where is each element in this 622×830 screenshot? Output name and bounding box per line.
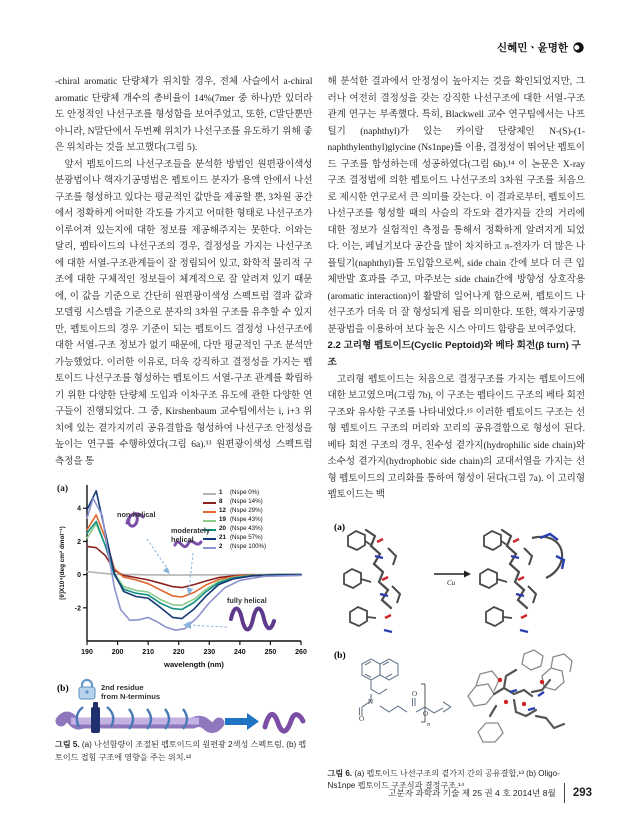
right-arrow-icon: [225, 713, 259, 730]
lock-note-line1: 2nd residue: [101, 683, 144, 693]
body-paragraph: 해 분석한 결과에서 안정성이 높아지는 것을 확인되었지만, 그러나 여전히 결정성을 갖는 강직한 나선구조에 대한 서열-구조 관계 연구는 부족했다. 특히, Blackwell 교수 연구팀에서는 나프틸기 (naphthyl)가 있는 카이랄 단량체인 N-(S)-(1-naphthylenthyl)glycine (Ns1npe)를 이용, 결정성이 뛰어난 펩토이드 구조를 합성하는데 성공하였다(그림 6b).¹⁴ 이 논문은 X-ray 구조 결정법에 의한 펩토이드 나선구조의 3차원 구조를 처음으로 제시한 연구로서 큰 의미를 갖는다. 이 결과로부터, 펩토이드 나선구조를 형성할 때의 사슬의 각도와 곁가지들 간의 거리에 대한 정보가 실험적인 측정을 통해서 정확하게 알려지게 되었다. 이는, 페닐기보다 공간을 많이 차지하고 π-전자가 더 많은 나플틸기(naphthyl)를 도입함으로써, side chain 간에 보다 더 큰 입체반발 효과를 주고, 마주보는 side chain간에 방향성 상호작용 (aromatic interaction)이 활발히 일어나게 함으로써, 펩토이드 나선구조가 더욱 더 잘 형성되게 됨을 의미한다. 또한, 핵자기공명 분광법을 이용하여 보다 높은 시스 아미드 함량을 보여주었다.: [327, 77, 585, 335]
svg-text:n: n: [426, 720, 430, 728]
page-header: [497, 40, 584, 55]
figure-5a-chart-wrap: [55, 479, 313, 675]
legend-entry: 12 (Nspe 29%): [203, 507, 266, 516]
svg-text:wavelength (nm): wavelength (nm): [164, 660, 224, 670]
svg-text:-2: -2: [74, 605, 81, 613]
figure-6: [328, 516, 586, 792]
legend-entry: 19 (Nspe 43%): [203, 516, 266, 525]
legend-entry: 8 (Nspe 14%): [203, 498, 266, 507]
atom-label-O: O: [411, 689, 417, 698]
annotation-non-helical: non-helical: [117, 510, 156, 520]
figure-5-caption: [55, 739, 313, 763]
legend-entry: 21 (Nspe 57%): [203, 534, 266, 543]
atom-label-N: N: [367, 697, 373, 706]
author-names: 신혜민ㆍ윤명한: [496, 42, 568, 54]
right-column: [328, 74, 586, 792]
reaction-arrow-label: Cu: [446, 578, 455, 587]
figure-5b-wrap: [55, 677, 313, 739]
svg-text:260: 260: [295, 649, 307, 657]
macrocyclized-peptoid-structure: [480, 530, 564, 632]
figure-5a-label: (a): [57, 484, 69, 495]
figure-5-caption-label: 그림 5.: [55, 740, 80, 750]
legend-swatch: [203, 520, 216, 522]
lock-icon: [79, 680, 95, 699]
figure-6b-structures: [328, 646, 584, 762]
atom-label-O: O: [358, 714, 364, 723]
body-paragraph: -chiral aromatic 단량체가 위치할 경우, 전체 사슬에서 a-chiral aromatic 단량체 개수의 총비율이 14%(7mer 중 하나)만 있더라도 안정적인 나선구조를 형성함을 보여주었고, 또한, C말단뿐만 아니라, N말단에서 두번째 위치가 나선구조를 유도하기 위해 좋은 위치라는 것을 보고했다(그림 5).: [55, 77, 313, 154]
cd-spectra-chart: [55, 479, 311, 675]
svg-text:4: 4: [77, 506, 81, 514]
legend-entry: 20 (Nspe 43%): [203, 525, 266, 534]
figure-5-caption-text: (a) 나선함량이 조절된 펩토이드의 원편광 2색성 스펙트럼, (b) 펩토이드 접힘 구조에 영향을 주는 위치.¹²: [55, 740, 307, 762]
chart-legend: [203, 489, 266, 552]
legend-swatch: [203, 493, 216, 495]
svg-text:240: 240: [234, 649, 246, 657]
journal-info: 고분자 과학과 기술 제 25 권 4 호 2014년 8월: [388, 788, 556, 798]
figure-6-caption-label: 그림 6.: [327, 768, 353, 778]
figure-6a-structures: [328, 516, 584, 642]
figure-6a-label: (a): [333, 522, 345, 533]
crystal-structure: [468, 650, 572, 742]
page-footer: [388, 783, 592, 803]
svg-text:250: 250: [264, 649, 277, 657]
svg-text:190: 190: [81, 649, 93, 657]
legend-swatch: [203, 547, 216, 549]
figure-5b-label: (b): [57, 684, 69, 695]
page-number: 293: [572, 787, 592, 799]
svg-text:2: 2: [77, 539, 81, 547]
footer-divider: [564, 783, 565, 803]
reaction-arrow: [434, 570, 471, 587]
figure-6-caption-text: (a) 펩토이드 나선구조의 곁가지 간의 공유결합,¹³ (b) Oligo-Ns1npe 펩토이드 구조식과 결정구조.¹⁴: [327, 768, 560, 790]
ns1npe-chemical-structure: [359, 659, 451, 716]
legend-swatch: [203, 511, 216, 513]
body-paragraph: 고리형 펩토이드는 처음으로 결정구조를 가지는 펩토이드에 대한 보고였으며(그림 7b), 이 구조는 펩타이드 구조의 베타 회전구조와 유사한 구조를 나타내었다.¹⁵ 이러한 펩토이드 구조는 선형 펩토이드 구조의 머리와 꼬리의 공유결합으로 형성이 된다. 베타 회전 구조의 경우, 친수성 곁가지(hydrophilic side chain)와 소수성 곁가지(hydrophobic side chain)의 교대서열을 가지는 선형 펩토이드의 고리화를 통하여 형성이 된다(그림 7a). 이 고리형 펩토이드는 백: [327, 374, 585, 501]
svg-text:0: 0: [77, 572, 81, 580]
left-column: [55, 74, 313, 792]
atom-label-O: O: [422, 709, 428, 718]
legend-swatch: [203, 502, 216, 504]
svg-text:230: 230: [203, 649, 216, 657]
body-paragraph: 앞서 펩토이드의 나선구조들을 분석한 방법인 원편광이색성 분광법이나 핵자기공명법은 펩토이드 분자가 용액 안에서 나선구조를 형성하고 있다는 평균적인 값만을 제공할 뿐, 3차원 공간에서 정확하게 어떠한 각도를 가지고 어떠한 형태로 나선구조가 이루어져 있는지에 대한 정보를 제공해주지는 못한다. 이와는 달리, 펩타이드의 나선구조의 경우, 결정성을 가지는 나선구조에 대한 서열-구조관계들이 잘 정립되어 있고, 화학적 물리적 구조에 대한 구체적인 정보들이 체계적으로 잘 알려져 있기 때문에, 이 값을 기준으로 간단히 원편광이색성 스펙트럼 결과 값과 모델링 시스템을 기준으로 분자의 3차원 구조를 유추할 수 있지만, 펩토이드의 경우 기준이 되는 펩토이드 결정성 나선구조에 대한 서열-구조 정보가 없기 때문에, 다만 평균적인 구조 분석만 가능했었다. 이러한 이유로, 더욱 강직하고 결정성을 가지는 펩토이드 나선구조를 형성하는 펩토이드 서열-구조 관계를 확립하기 위한 다양한 단량체 도입과 이차구조 유도에 관한 다양한 연구들이 진행되었다. 그 중, Kirshenbaum 교수팀에서는 i, i+3 위치에 있는 곁가지끼리 공유결합을 형성하여 나선구조 안정성을 높이는 연구를 수행하였다(그림 6a).¹³ 원편광이색성 스펙트럼 측정을 통: [55, 159, 313, 467]
svg-text:220: 220: [172, 649, 185, 657]
repeat-bracket: [421, 684, 430, 728]
svg-text:210: 210: [142, 649, 154, 657]
lock-note-line2: from N-terminus: [101, 692, 161, 702]
legend-entry: 1 (Nspe 0%): [203, 489, 266, 498]
figure-5b-diagram: [55, 677, 311, 739]
helix-squiggle: [265, 715, 303, 732]
annotation-fully-helical: fully helical: [227, 596, 267, 606]
two-column-body: [55, 74, 585, 792]
legend-entry: 2 (Nspe 100%): [203, 543, 266, 552]
svg-text:[θ]X10⁴(deg cm² dmol⁻¹): [θ]X10⁴(deg cm² dmol⁻¹): [59, 526, 66, 601]
figure-5: [55, 479, 313, 763]
svg-text:200: 200: [111, 649, 124, 657]
figure-6b-label: (b): [333, 650, 346, 661]
section-heading-2-2: 2.2 고리형 펩토이드(Cyclic Peptoid)와 베타 회전(β turn) 구조: [327, 340, 581, 368]
author-badge-icon: [573, 42, 584, 53]
peptoid-ribbon-diagram: [61, 702, 219, 733]
linear-peptoid-structure: [344, 530, 400, 632]
annotation-moderately-helical: moderately helical: [171, 526, 210, 544]
